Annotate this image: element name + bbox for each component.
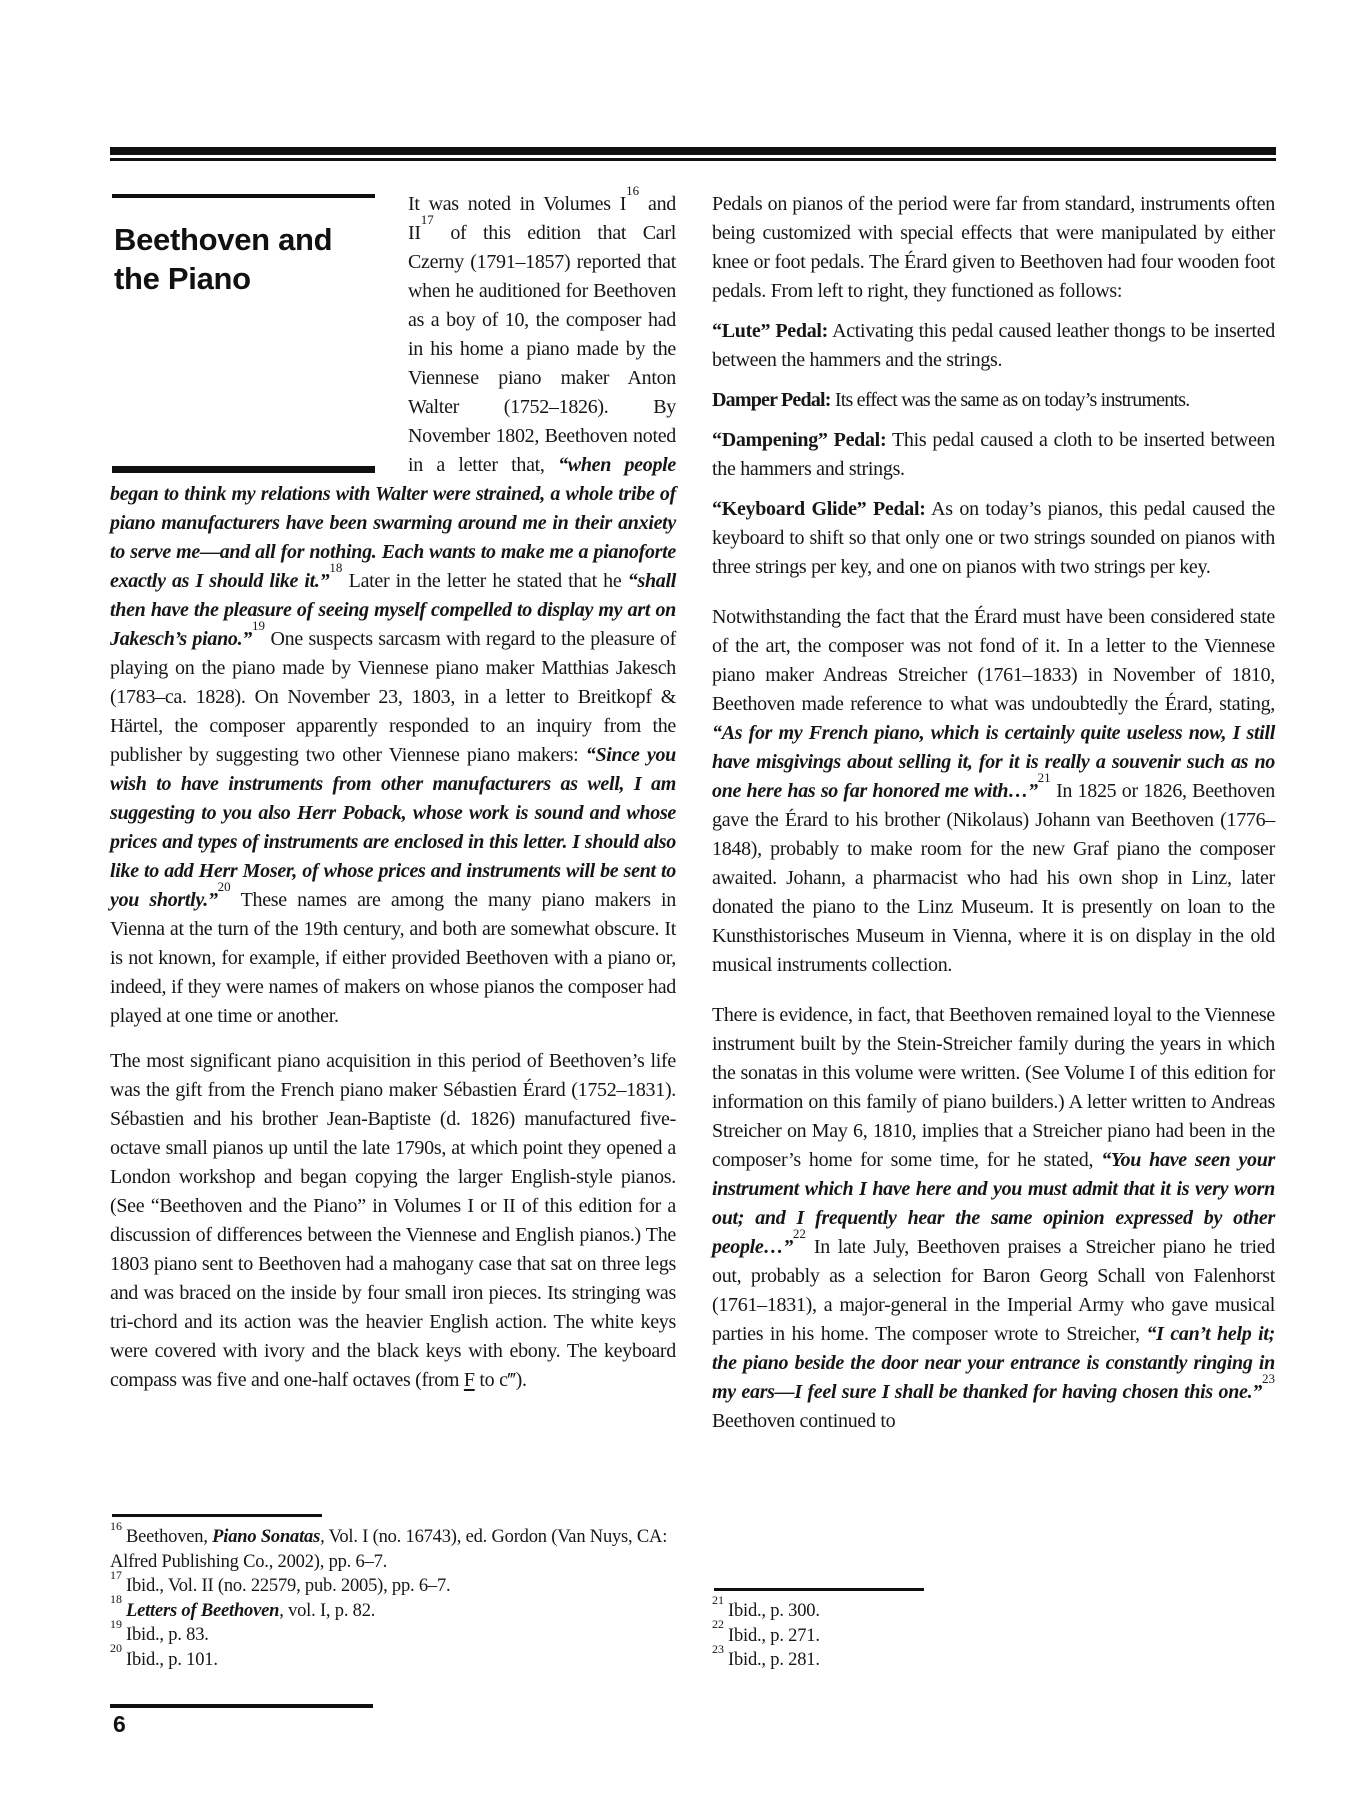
heading-rule-top — [112, 194, 375, 198]
footnote-21 — [712, 1592, 1275, 1624]
paragraph-lute-pedal: “Lute” Pedal: Activating this pedal caused leather thongs to be inserted between the hammers and the strings. — [712, 320, 1275, 371]
footnote-text: Ibid., p. 271. — [728, 1625, 820, 1646]
footer-rule — [110, 1704, 373, 1708]
section-heading-box — [110, 190, 408, 473]
footnote-text: Ibid., p. 83. — [126, 1625, 209, 1645]
footnotes-right — [712, 1588, 1275, 1673]
paragraph-streicher-loyalty: There is evidence, in fact, that Beethoven remained loyal to the Viennese instrument built by the Stein-Streicher family during the years in which the sonatas in this volume were written. (See Volume I of this edition for information on this family of piano builders.) A letter written to Andreas Streicher on May 6, 1810, implies that a Streicher piano had been in the composer’s home for some time, for he stated, “You have seen your instrument which I have here and you must admit that it is very worn out; and I frequently hear the same opinion expressed by other people…”$^{22}$ In late July, Beethoven praises a Streicher piano he tried out, probably as a selection for Baron Georg Schall von Falenhorst (1761–1831), a major-general in the Imperial Army who gave musical parties in his home. The composer wrote to Streicher, “I can’t help it; the piano beside the door near your entrance is constantly ringing in my ears—I feel sure I shall be thanked for having chosen this one.”$^{23}$ Beethoven continued to — [712, 1004, 1275, 1432]
footnote-text: Ibid., p. 101. — [126, 1649, 218, 1670]
footnotes-left — [110, 1514, 676, 1672]
page-title-line-1: Beethoven and — [114, 222, 333, 257]
footnote-text: Ibid., p. 281. — [728, 1650, 820, 1670]
right-column — [712, 190, 1275, 1436]
top-double-rule — [110, 147, 1276, 161]
footnote-number: 17 — [110, 1567, 122, 1582]
footnote-22 — [712, 1617, 1275, 1649]
footnote-text: Ibid., p. 300. — [728, 1601, 820, 1621]
page-title-line-2: the Piano — [114, 261, 251, 296]
footnote-number: 18 — [110, 1592, 122, 1607]
footnote-number: 19 — [110, 1616, 122, 1631]
footnote-number: 16 — [110, 1518, 122, 1533]
heading-rule-bottom — [112, 466, 375, 473]
footnote-separator-rule — [112, 1514, 322, 1517]
paragraph-pedals-intro: Pedals on pianos of the period were far from standard, instruments often being customized with special effects that were manipulated by either knee or foot pedals. The Érard given to Beethoven had four wooden foot pedals. From left to right, they functioned as follows: — [712, 193, 1275, 302]
footnote-number: 22 — [712, 1617, 724, 1632]
footnote-17 — [110, 1567, 676, 1599]
footnote-text: Letters of Beethoven, vol. I, p. 82. — [126, 1600, 376, 1621]
paragraph-czerny-walter-jakesch: It was noted in Volumes $I^{16}$ and II$^{17}$ of this edition that Carl Czerny (1791–1857) reported that when he auditioned for Beethoven as a boy of 10, the composer had in his home a piano made by the Viennese piano maker Anton Walter (1752–1826). By November 1802, Beethoven noted in a letter that, “when people began to think my relations with Walter were strained, a whole tribe of piano manufacturers have been swarming around me in their anxiety to serve me—and all for nothing. Each wants to make me a pianoforte exactly as I should like it.”$^{18}$ Later in the letter he stated that he “shall then have the pleasure of seeing myself compelled to display my art on Jakesch’s piano.”$^{19}$ One suspects sarcasm with regard to the pleasure of playing on the piano made by Viennese piano maker Matthias Jakesch (1783–ca. 1828). On November 23, 1803, in a letter to Breitkopf & Härtel, the composer apparently responded to an inquiry from the publisher by suggesting two other Viennese piano makers: “Since you wish to have instruments from other manufacturers as well, I am suggesting to you also Herr Poback, whose work is sound and whose prices and types of instruments are enclosed in this letter. I should also like to add Herr Moser, of whose prices and instruments will be sent to you shortly.”$^{20}$ These names are among the many piano makers in Vienna at the turn of the 19th century, and both are somewhat obscure. It is not known, for example, if either provided Beethoven with a piano or, indeed, if they were names of makers on whose pianos the composer had played at one time or another. — [110, 183, 676, 1027]
footnote-text: Beethoven, Piano Sonatas, Vol. I (no. 16743), ed. Gordon (Van Nuys, CA: Alfred Publishing Co., 2002), pp. 6–7. — [110, 1527, 668, 1572]
footnote-separator-rule — [714, 1588, 924, 1591]
footnote-number: 23 — [712, 1641, 724, 1656]
footnote-text: Ibid., Vol. II (no. 22579, pub. 2005), pp. 6–7. — [126, 1576, 451, 1596]
paragraph-erard-gift: The most significant piano acquisition in this period of Beethoven’s life was the gift from the French piano maker Sébastien Érard (1752–1831). Sébastien and his brother Jean-Baptiste (d. 1826) manufactured five-octave small pianos up until the late 1790s, at which point they opened a London workshop and began copying the larger English-style pianos. (See “Beethoven and the Piano” in Volumes I or II of this edition for a discussion of differences between the Viennese and English pianos.) The 1803 piano sent to Beethoven had a mahogany case that sat on three legs and was braced on the inside by four small iron pieces. Its stringing was tri-chord and its action was the heavier English action. The white keys were covered with ivory and the black keys with ebony. The keyboard compass was five and one-half octaves (from F to c‴). — [110, 1050, 676, 1391]
footnote-20 — [110, 1641, 676, 1673]
footnote-number: 21 — [712, 1592, 724, 1607]
top-rule-thin-bar — [110, 158, 1276, 161]
page-number: 6 — [113, 1711, 126, 1737]
top-rule-thick-bar — [110, 147, 1276, 155]
paragraph-damper-pedal: Damper Pedal: Its effect was the same as on today’s instruments. — [712, 389, 1190, 411]
footnote-16 — [110, 1518, 676, 1574]
footnote-19 — [110, 1616, 676, 1648]
paragraph-erard-fate: Notwithstanding the fact that the Érard must have been considered state of the art, the composer was not fond of it. In a letter to the Viennese piano maker Andreas Streicher (1761–1833) in November of 1810, Beethoven made reference to what was undoubtedly the Érard, stating, “As for my French piano, which is certainly quite useless now, I still have misgivings about selling it, for it is really a souvenir such as no one here has so far honored me with…”$^{21}$ In 1825 or 1826, Beethoven gave the Érard to his brother (Nikolaus) Johann van Beethoven (1776–1848), probably to make room for the new Graf piano the composer awaited. Johann, a pharmacist who had his own shop in Linz, later donated the piano to the Linz Museum. It is presently on loan to the Kunsthistorisches Museum in Vienna, where it is on display in the old musical instruments collection. — [712, 606, 1275, 976]
paragraph-dampening-pedal: “Dampening” Pedal: This pedal caused a cloth to be inserted between the hammers and strings. — [712, 429, 1275, 480]
paragraph-keyboard-glide-pedal: “Keyboard Glide” Pedal: As on today’s pianos, this pedal caused the keyboard to shift so that only one or two strings sounded on pianos with three strings per key, and one on pianos with two strings per key. — [712, 498, 1276, 578]
footnote-23 — [712, 1641, 1275, 1673]
page-title — [110, 190, 408, 298]
footnote-number: 20 — [110, 1641, 122, 1656]
footnote-18 — [110, 1592, 676, 1624]
left-column — [110, 183, 676, 1395]
